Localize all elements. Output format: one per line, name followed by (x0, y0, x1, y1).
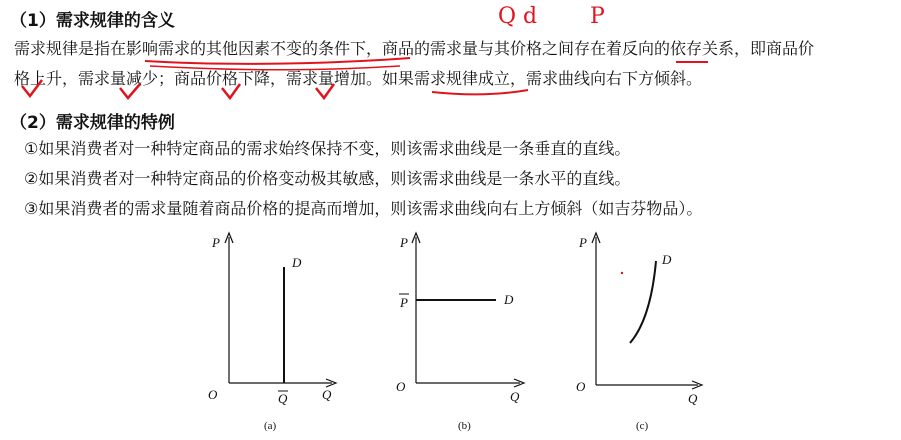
graph-a-tick-qbar: Q (278, 391, 288, 406)
graph-a-y-label: P (212, 235, 220, 250)
graph-c-origin: O (576, 379, 586, 394)
section-2-heading: （2）需求规律的特例 (10, 113, 175, 133)
graph-b-horizontal-demand (388, 225, 538, 435)
graph-c-y-label: P (579, 235, 587, 250)
graph-c-upward-demand (570, 225, 720, 435)
graph-c-demand-curve (630, 261, 656, 343)
graph-b-origin: O (396, 379, 406, 394)
graph-a-caption: (a) (264, 420, 277, 432)
section-1-heading: （1）需求规律的含义 (10, 11, 175, 31)
definition-line-1: 需求规律是指在影响需求的其他因素不变的条件下，商品的需求量与其价格之间存在着反向的依存关系，即商品价 (14, 39, 815, 58)
special-case-2: ②如果消费者对一种特定商品的价格变动极其敏感，则该需求曲线是一条水平的直线。 (24, 169, 631, 188)
graph-a-vertical-demand (200, 225, 350, 435)
graph-c-caption: (c) (636, 420, 649, 432)
graph-a-curve-label: D (292, 255, 302, 270)
graph-c-red-dot (621, 272, 623, 274)
graph-a-x-label: Q (322, 387, 332, 402)
graph-b-caption: (b) (458, 420, 471, 432)
graph-b-x-label: Q (510, 389, 520, 404)
handwritten-p-annotation: P (590, 4, 605, 29)
graph-b-y-label: P (400, 235, 408, 250)
special-case-1: ①如果消费者对一种特定商品的需求始终保持不变，则该需求曲线是一条垂直的直线。 (24, 139, 631, 158)
graph-b-tick-pbar: P (400, 295, 408, 310)
graph-a-origin: O (208, 387, 218, 402)
graph-b-curve-label: D (504, 292, 514, 307)
handwritten-markup (0, 0, 901, 120)
special-case-3: ③如果消费者的需求量随着商品价格的提高而增加，则该需求曲线向右上方倾斜（如吉芬物品）。 (24, 199, 703, 218)
graph-c-curve-label: D (662, 252, 672, 267)
handwritten-qd-annotation: Q d (498, 4, 538, 29)
definition-line-2: 格上升，需求量减少；商品价格下降，需求量增加。如果需求规律成立，需求曲线向右下方倾斜。 (14, 69, 703, 88)
graph-c-x-label: Q (688, 391, 698, 406)
